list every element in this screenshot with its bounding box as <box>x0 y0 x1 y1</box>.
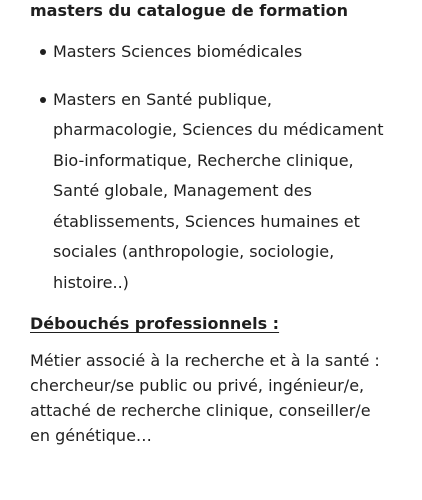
list-item-text: Masters Sciences biomédicales <box>53 42 303 61</box>
list-item <box>0 85 422 299</box>
bullet-icon <box>40 49 46 55</box>
section-heading: masters du catalogue de formation <box>30 1 349 20</box>
debouches-paragraph: Métier associé à la recherche et à la santé : chercheur/se public ou privé, ingénieur/e, attaché de recherche clinique, conseiller/e en génétique… <box>30 351 380 445</box>
list-item <box>0 37 422 68</box>
masters-list <box>0 37 422 298</box>
bullet-icon <box>40 97 46 103</box>
debouches-title: Débouchés professionnels : <box>30 314 280 333</box>
list-item-text: Masters en Santé publique, pharmacologie, Sciences du médicament Bio-informatique, Recherche clinique, Santé globale, Management des établissements, Sciences humaines et sociales (anthropologie, sociologie, histoire..) <box>53 89 384 292</box>
